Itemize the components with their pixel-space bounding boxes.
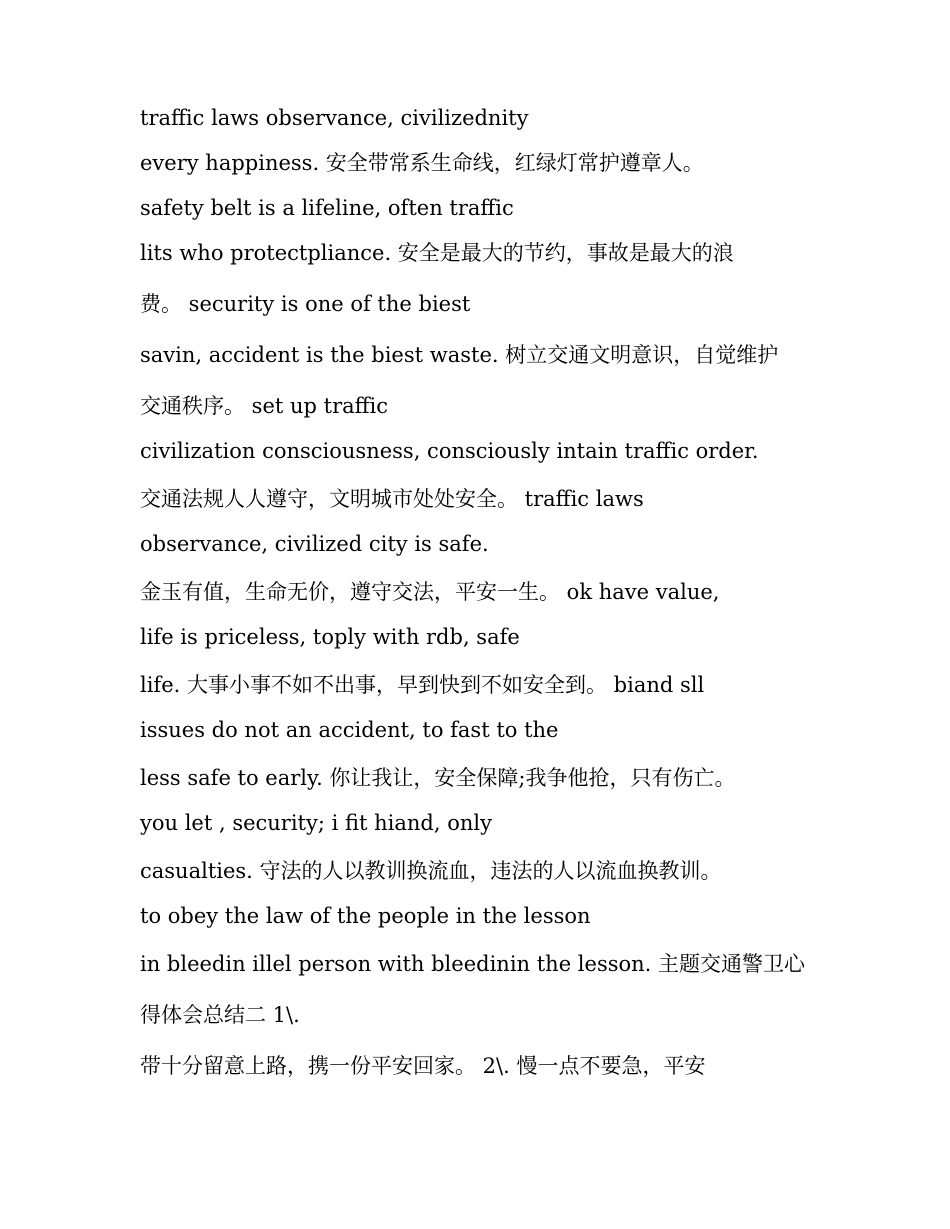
text-line: to obey the law of the people in the lesson bbox=[140, 904, 591, 928]
text-line: savin, accident is the biest waste. 树立交通文明意识，自觉维护 bbox=[140, 343, 779, 367]
text-line: observance, civilized city is safe. bbox=[140, 532, 489, 556]
text-line: every happiness. 安全带常系生命线，红绿灯常护遵章人。 bbox=[140, 151, 704, 175]
text-line: lits who protectpliance. 安全是最大的节约，事故是最大的浪 bbox=[140, 241, 734, 265]
text-line: 交通法规人人遵守，文明城市处处安全。 traffic laws bbox=[140, 487, 644, 511]
text-line: 带十分留意上路，携一份平安回家。 2\. 慢一点不要急，平安 bbox=[140, 1054, 706, 1078]
text-line: in bleedin illel person with bleedinin the lesson. 主题交通警卫心 bbox=[140, 952, 806, 976]
text-line: traffic laws observance, civilizednity bbox=[140, 106, 529, 130]
text-line: safety belt is a lifeline, often traffic bbox=[140, 196, 514, 220]
text-line: life is priceless, toply with rdb, safe bbox=[140, 625, 520, 649]
text-line: issues do not an accident, to fast to the bbox=[140, 718, 559, 742]
text-line: less safe to early. 你让我让，安全保障;我争他抢，只有伤亡。 bbox=[140, 766, 736, 790]
text-line: 金玉有值，生命无价，遵守交法，平安一生。 ok have value, bbox=[140, 580, 720, 604]
text-line: life. 大事小事不如不出事，早到快到不如安全到。 biand sll bbox=[140, 673, 705, 697]
text-line: 交通秩序。 set up traffic bbox=[140, 394, 389, 418]
text-line: 得体会总结二 1\. bbox=[140, 1003, 300, 1027]
text-line: you let , security; i fit hiand, only bbox=[140, 811, 492, 835]
text-line: 费。 security is one of the biest bbox=[140, 292, 471, 316]
text-line: casualties. 守法的人以教训换流血，违法的人以流血换教训。 bbox=[140, 859, 722, 883]
text-line: civilization consciousness, consciously intain traffic order. bbox=[140, 439, 759, 463]
document-body bbox=[140, 108, 820, 1077]
